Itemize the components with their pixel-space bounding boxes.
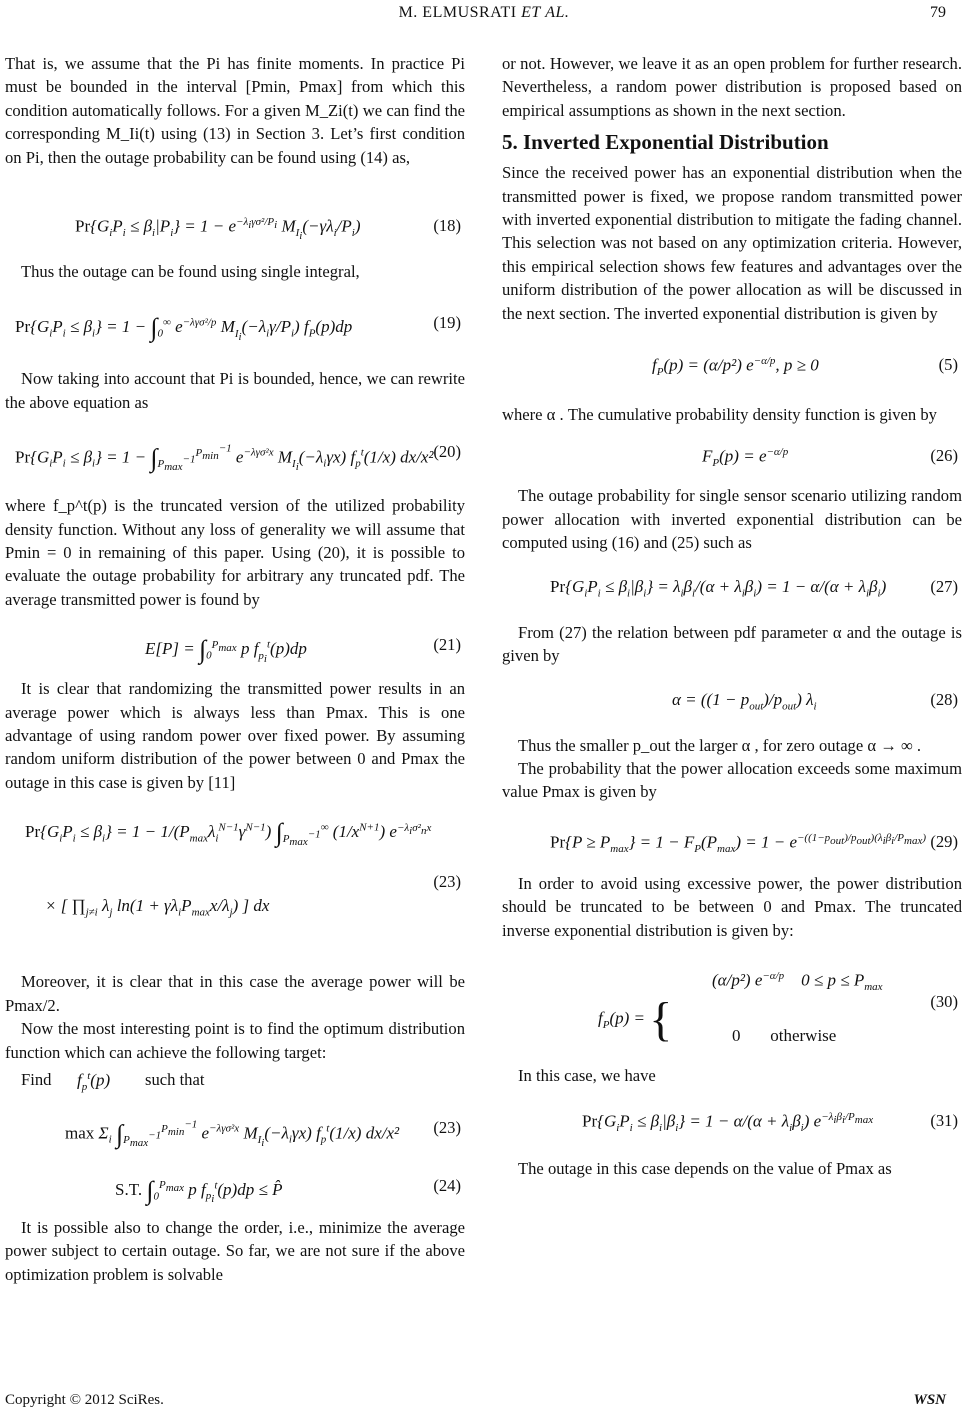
left-paragraph-2: Thus the outage can be found using single integral, xyxy=(21,262,360,281)
journal-abbrev: WSN xyxy=(913,1392,946,1408)
left-paragraph-4: where f_p^t(p) is the truncated version of the utilized probability density function. Without any loss of generality we will assume that Pmin = 0 in remaining of this paper. Using (20), it is possible to evaluate the outage probability for arbitrary any truncated pdf. The average transmitted power is found by xyxy=(5,496,465,609)
header-al: AL. xyxy=(545,4,570,21)
equation-19 xyxy=(5,289,465,367)
eq23a-line1: $Pr\{G_iP_i \le \beta_i\} = 1 - 1/(P_{max}\lambda_i^{N-1}\gamma^{N-1})$ $\int_{P_{max}^{-1}}^\infty$ $(1/x^{N+1})$ $e^{-\lambda_i\sigma^2_nx}$ xyxy=(25,818,432,848)
eq28-number: (28) xyxy=(930,689,958,709)
header-et: ET xyxy=(521,4,541,21)
eq27-body: $Pr\{G_iP_i \le \beta_i|\beta_i\} = \lambda_i\beta_i/(\alpha + \lambda_i\beta_i) = 1 - \alpha/(\alpha + \lambda_i\beta_i)$ xyxy=(550,576,887,600)
eq18-number: (18) xyxy=(433,216,461,235)
left-paragraph-7: Now the most interesting point is to find the optimum distribution function which can achieve the following target: xyxy=(5,1019,465,1062)
eq31-number: (31) xyxy=(930,1111,958,1131)
find-label: Find xyxy=(21,1069,52,1089)
eq18-body: $Pr\{G_iP_i \le \beta_i|P_i\} = 1 - e^{-\lambda_i\gamma\sigma^2/P_i}$ $M_{I_i}(-\gamma\lambda_i/P_i)$ xyxy=(75,216,361,243)
eq27-number: (27) xyxy=(930,576,958,596)
equation-23a xyxy=(5,800,465,970)
otherwise-label: otherwise xyxy=(770,1025,837,1045)
equation-30 xyxy=(502,946,962,1064)
left-column xyxy=(5,52,465,1286)
eq20-body: $Pr\{G_iP_i \le \beta_i\} = 1 - \int_{P_{max}^{-1}}^{P_{min}^{-1}}$ $e^{-\lambda\gamma\sigma^2x}$ $M_{I_i}(-\lambda_i\gamma x)$ $f_p^t(1/x)$ dx/x² xyxy=(15,442,434,474)
eq29-body: $Pr\{P \ge P_{max}\} = 1 - F_P(P_{max}) = 1 - e^{-((1-p_{out})/p_{out})(\lambda_i\beta_i/P_{max})}$ xyxy=(550,831,927,855)
eq30-case2: 0 otherwise xyxy=(732,1025,837,1045)
left-paragraph-1: That is, we assume that the Pi has finite moments. In practice Pi must be bounded in the interval [Pmin, Pmax] from which this condition automatically follows. For a given M_Zi(t) we can find the corresponding M_Ii(t) using (13) in Section 3. Let’s first condition on Pi, then the outage probability can be found using (14) as, xyxy=(5,54,465,167)
equation-5 xyxy=(502,329,962,403)
equation-28 xyxy=(502,668,962,734)
left-paragraph-5: It is clear that randomizing the transmitted power results in an average power which is always less than Pmax. This is one advantage of using random power over fixed power. By assuming random uniform distribution of the power between 0 and Pmax the outage in this case is given by [11] xyxy=(5,679,465,792)
right-paragraph-4: The outage probability for single sensor scenario utilizing random power allocation with inverted exponential distribution can be computed using (16) and (25) such as xyxy=(502,486,962,553)
header-authors: M. ELMUSRATI xyxy=(398,4,517,21)
right-paragraph-3: where α . The cumulative probability density function is given by xyxy=(502,405,937,425)
eq31-body: $Pr\{G_iP_i \le \beta_i|\beta_i\} = 1 - \alpha/(\alpha + \lambda_i\beta_i)$ $e^{-\lambda_i\beta_i/P_{max}}$ xyxy=(582,1111,874,1135)
page-number: 79 xyxy=(930,4,946,21)
eq21-number: (21) xyxy=(433,635,461,655)
left-paragraph-3: Now taking into account that Pi is bounded, hence, we can rewrite the above equation as xyxy=(5,369,465,412)
eq24-number: (24) xyxy=(433,1175,461,1195)
eq5-body: $f_P(p) = (\alpha/p^2)$ $e^{-\alpha/p}$, p ≥ 0 xyxy=(652,355,819,379)
eq19-number: (19) xyxy=(433,313,461,333)
right-paragraph-10: The outage in this case depends on the value of Pmax as xyxy=(518,1159,892,1179)
equation-23b xyxy=(5,1098,465,1160)
eq24-body: S.T. $\int_0^{P_{max}}$ p $f_{p_i}^t(p)dp$ ≤ P̂ xyxy=(115,1175,283,1206)
eq20-number: (20) xyxy=(433,442,461,462)
equation-26 xyxy=(502,426,962,484)
eq28-body: $\alpha = ((1 - p_{out})/p_{out})$ $\lambda_i$ xyxy=(672,689,817,712)
right-paragraph-5: From (27) the relation between pdf parameter α and the outage is given by xyxy=(502,622,962,666)
eq5-number: (5) xyxy=(938,355,958,375)
right-paragraph-8: In order to avoid using excessive power, the power distribution should be truncated to be between 0 and Pmax. The truncated inverse exponential distribution is given by: xyxy=(502,873,962,940)
left-paragraph-8: It is possible also to change the order, i.e., minimize the average power subject to certain outage. So far, we are not sure if the above optimization problem is solvable xyxy=(5,1217,465,1284)
equation-21 xyxy=(5,615,465,677)
eq30-case1: (α/p²) $e^{-\alpha/p}$ $0 \le p \le P_{max}$ xyxy=(712,969,883,993)
eq26-number: (26) xyxy=(930,446,958,466)
copyright-footer: Copyright © 2012 SciRes. xyxy=(5,1392,164,1408)
equation-31 xyxy=(502,1087,962,1157)
running-header xyxy=(0,4,968,22)
find-fpt: $f_p^t(p)$ xyxy=(77,1069,111,1093)
eq19-body: $Pr\{G_iP_i \le \beta_i\} = 1 - \int_0^\infty$ $e^{-\lambda\gamma\sigma^2/p}$ $M_{I_i}(-\lambda_i\gamma/P_i)$ $f_P(p)dp$ xyxy=(15,313,353,343)
right-column xyxy=(502,52,962,1181)
right-paragraph-1: or not. However, we leave it as an open problem for further research. Nevertheless, a random power distribution is proposed based on empirical assumptions as shown in the next section. xyxy=(502,54,962,120)
equation-29 xyxy=(502,804,962,872)
eq29-number: (29) xyxy=(930,831,958,851)
eq23a-line2: × [ $\prod_{j\ne i}$ $\lambda_j$ $\ln(1 + \gamma\lambda_iP_{max}x/\lambda_j)$ ] dx xyxy=(45,896,270,919)
left-paragraph-6: Moreover, it is clear that in this case the average power will be Pmax/2. xyxy=(5,972,465,1015)
eq30-number: (30) xyxy=(930,991,958,1011)
eq23b-body: $\max \Sigma_i$ $\int_{P_{max}^{-1}}^{P_{min}^{-1}}$ $e^{-\lambda\gamma\sigma^2x}$ $M_{I_i}(-\lambda_i\gamma x)$ $f_p^t(1/x)$ dx/x² xyxy=(65,1117,400,1149)
equation-18 xyxy=(5,198,465,260)
equation-24 xyxy=(5,1160,465,1216)
find-line xyxy=(5,1064,465,1098)
right-paragraph-2: Since the received power has an exponential distribution when the transmitted power is fixed, we propose random transmitted power with inverted exponential distribution to mitigate the fading channel. This selection was not based on any optimization criteria. However, this empirical selection shows few features and advantages over the uniform distribution of the power allocation as will be discussed in the next section. The inverted exponential distribution is given by xyxy=(502,163,962,323)
eq26-body: $F_P(p) = e^{-\alpha/p}$ xyxy=(702,446,789,470)
section-heading: 5. Inverted Exponential Distribution xyxy=(502,130,829,155)
such-that-label: such that xyxy=(145,1069,205,1089)
eq21-body: $E[P] = \int_0^{P_{max}}$ p $f_{p_i}^t(p)dp$ xyxy=(145,635,307,665)
right-paragraph-9: In this case, we have xyxy=(518,1065,656,1085)
right-paragraph-6: Thus the smaller p_out the larger α , for zero outage α → ∞ . xyxy=(518,735,922,755)
right-paragraph-7: The probability that the power allocation exceeds some maximum value Pmax is given by xyxy=(502,758,962,802)
eq30-lhs: $f_P(p)$ = { xyxy=(598,992,673,1046)
equation-27 xyxy=(502,555,962,621)
eq23b-number: (23) xyxy=(433,1117,461,1137)
eq23a-number: (23) xyxy=(433,872,461,892)
equation-20 xyxy=(5,418,465,494)
